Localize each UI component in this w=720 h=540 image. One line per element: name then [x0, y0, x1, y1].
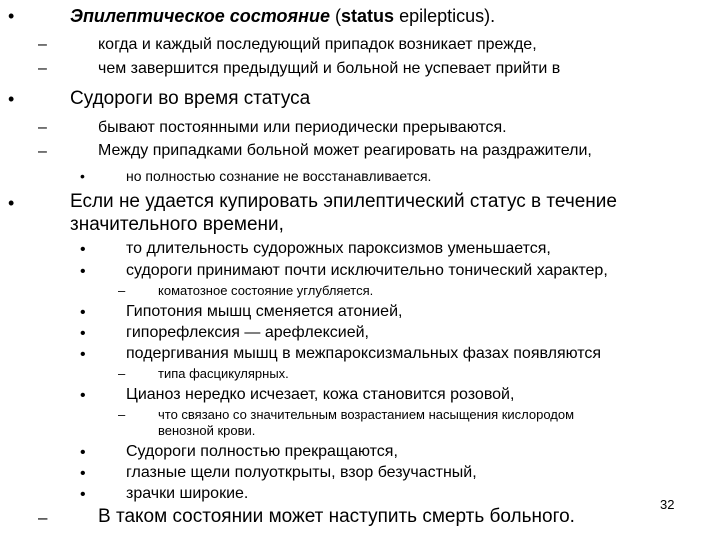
text-line-2: когда и каждый последующий припадок возникает прежде,	[98, 36, 537, 53]
bullet-marker: •	[80, 444, 86, 461]
title-italic: Эпилептическое состояние	[70, 6, 331, 26]
title-bold: status	[341, 6, 395, 26]
bullet-marker: •	[80, 486, 86, 503]
dash-marker: –	[38, 119, 47, 136]
text-line-12: коматозное состояние углубляется.	[158, 283, 374, 298]
bullet-marker: •	[80, 325, 86, 342]
bullet-marker: •	[80, 168, 85, 184]
text-line-20: Судороги полностью прекращаются,	[126, 443, 398, 460]
dash-marker: –	[118, 366, 126, 381]
text-line-18: что связано со значительным возрастанием насыщения кислородом	[158, 407, 575, 422]
text-line-9: значительного времени,	[70, 214, 284, 235]
text-line-10: то длительность судорожных пароксизмов уменьшается,	[126, 240, 551, 257]
bullet-marker: •	[80, 465, 86, 482]
text-line-22: зрачки широкие.	[126, 485, 249, 502]
dash-marker: –	[38, 508, 48, 527]
dash-marker: –	[118, 407, 126, 422]
text-line-11: судороги принимают почти исключительно тонический характер,	[126, 262, 608, 279]
text-line-7: но полностью сознание не восстанавливается.	[126, 168, 432, 184]
bullet-marker: •	[8, 193, 15, 213]
bullet-marker: •	[80, 346, 86, 363]
text-line-21: глазные щели полуоткрыты, взор безучастный,	[126, 464, 477, 481]
bullet-marker: •	[8, 89, 15, 109]
bullet-marker: •	[8, 6, 15, 26]
bullet-marker: •	[80, 304, 86, 321]
text-line-13: Гипотония мышц сменяется атонией,	[126, 303, 403, 320]
bullet-marker: •	[80, 241, 86, 258]
bullet-marker: •	[80, 387, 86, 404]
heading-seizures: Судороги во время статуса	[70, 88, 311, 109]
title-rest: epilepticus).	[399, 6, 496, 26]
dash-marker: –	[38, 143, 47, 160]
dash-marker: –	[38, 36, 47, 53]
text-line-3: чем завершится предыдущий и больной не успевает прийти в	[98, 60, 561, 77]
text-line-16: типа фасцикулярных.	[158, 366, 289, 381]
slide-title	[70, 6, 495, 27]
text-line-6: Между припадками больной может реагировать на раздражители,	[98, 142, 592, 159]
text-line-15: подергивания мышц в межпароксизмальных фазах появляются	[126, 345, 602, 362]
text-line-19: венозной крови.	[158, 423, 256, 438]
dash-marker: –	[38, 60, 47, 77]
text-line-5: бывают постоянными или периодически прерываются.	[98, 119, 507, 136]
text-line-23: В таком состоянии может наступить смерть больного.	[98, 506, 575, 527]
text-line-8: Если не удается купировать эпилептический статус в течение	[70, 191, 617, 212]
bullet-marker: •	[80, 263, 86, 280]
title-open-paren: (	[335, 6, 342, 26]
dash-marker: –	[118, 283, 126, 298]
text-line-14: гипорефлексия — арефлексией,	[126, 324, 369, 341]
text-line-17: Цианоз нередко исчезает, кожа становится розовой,	[126, 386, 515, 403]
page-number: 32	[660, 497, 675, 512]
